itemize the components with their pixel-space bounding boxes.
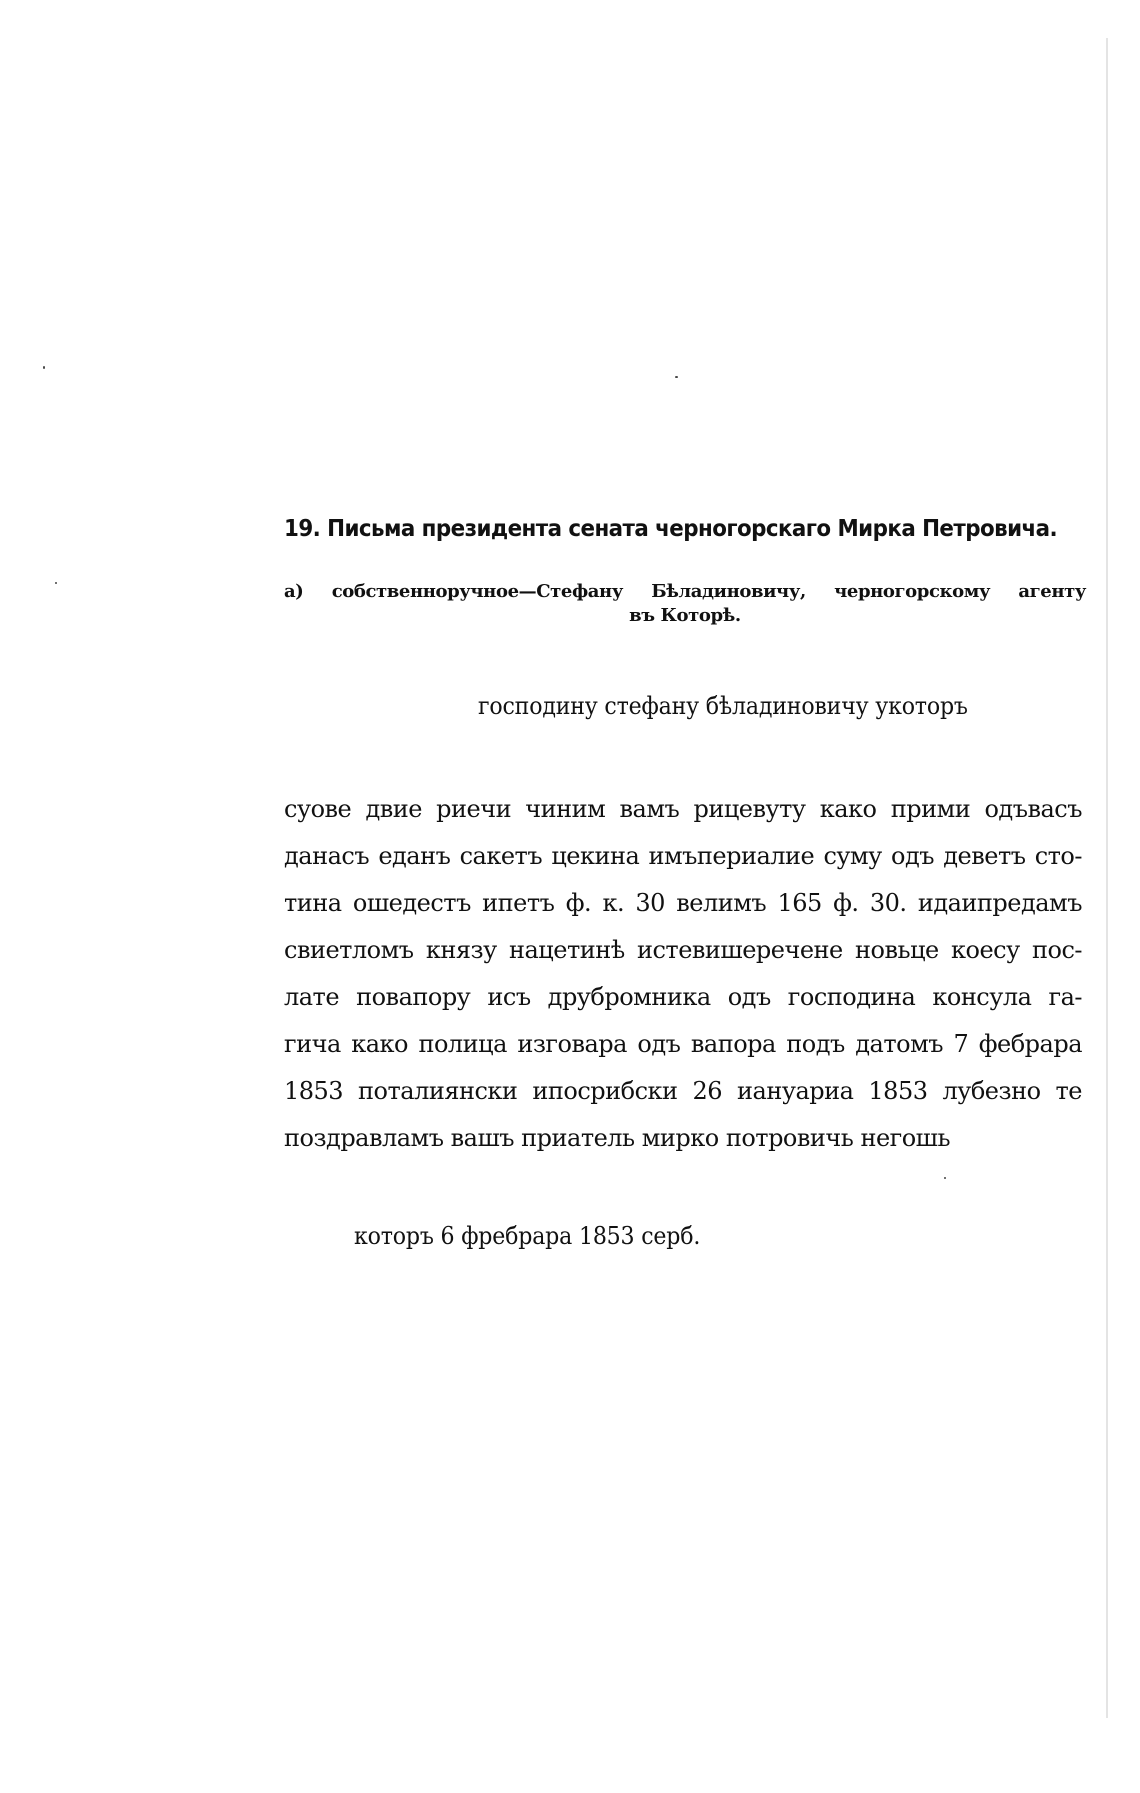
letter-address: господину стефану бѣладиновичу укоторъ xyxy=(478,692,968,720)
letter-closing: которъ 6 фребрара 1853 серб. xyxy=(354,1222,701,1250)
scan-speck xyxy=(944,1177,946,1179)
body-line: лате повапору исъ друбромника одъ господина консула га- xyxy=(284,983,1082,1011)
subheading-line-2: въ Которѣ. xyxy=(629,605,741,626)
letter-body xyxy=(284,786,1082,1162)
scan-speck xyxy=(55,582,57,584)
body-line: тина ошедестъ ипетъ ф. к. 30 велимъ 165 ф. 30. идаипредамъ xyxy=(284,889,1082,917)
document-subheading xyxy=(284,580,1086,628)
body-line: свиетломъ князу нацетинѣ истевишеречене новьце коесу пос- xyxy=(284,936,1082,964)
body-line: поздравламъ вашъ приатель мирко потровичь негошь xyxy=(284,1124,951,1152)
body-line: 1853 поталиянски ипосрибски 26 иануариа 1853 лубезно те xyxy=(284,1077,1082,1105)
scan-speck xyxy=(43,366,45,369)
subheading-line-1: a) собственноручное—Стефану Бѣладиновичу, черногорскому агенту xyxy=(284,581,1086,602)
document-heading: 19. Письма президента сената черногорскаго Мирка Петровича. xyxy=(284,516,1058,542)
scan-speck xyxy=(675,376,678,378)
body-line: суове двие риечи чиним вамъ рицевуту како прими одъвасъ xyxy=(284,795,1082,823)
body-line: гича како полица изговара одъ вапора подъ датомъ 7 фебрара xyxy=(284,1030,1082,1058)
page-edge-line xyxy=(1106,38,1108,1718)
body-line: данасъ еданъ сакетъ цекина имъпериалие суму одъ деветъ сто- xyxy=(284,842,1082,870)
